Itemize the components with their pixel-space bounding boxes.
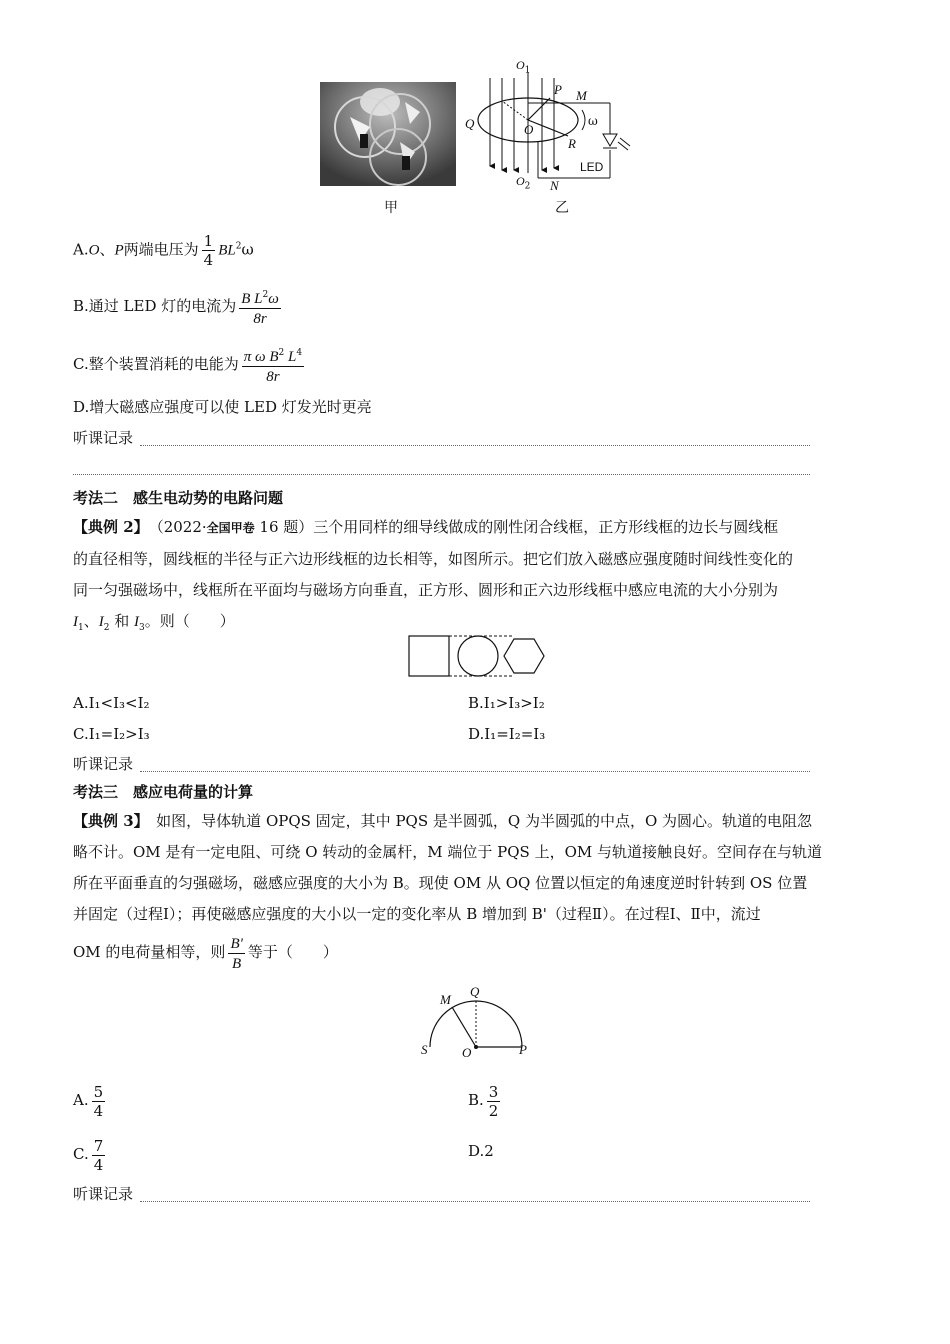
note-line-2 [140, 771, 810, 772]
figure-label-yi: 乙 [555, 200, 569, 216]
arc-label-q: Q [470, 984, 480, 999]
option-d: D.增大磁感应强度可以使 LED 灯发光时更亮 [73, 398, 372, 416]
s3-option-a: A. $\frac{5}{4}$ [73, 1082, 104, 1120]
arc-label-o: O [462, 1045, 472, 1060]
note-line-3 [140, 1201, 810, 1202]
section2-body: 【典例 2】 （2022·全国甲卷 16 题）三个用同样的细导线做成的刚性闭合线框，正方形线框的边长与圆线框 的直径相等，圆线框的半径与正六边形线框的边长相等，如图所示。把它们放入磁感应强度随时间线性变化的 同一匀强磁场中，线框所在平面均与磁场方向垂直，正方形、圆形和正六边形线框中感应电流的大小分别为 $I_1$、$I_2$ 和 $I_3$。则（ ） [73, 518, 794, 633]
s2-option-d: D.I₁=I₂=I₃ [468, 725, 546, 743]
arc-figure [418, 982, 538, 1062]
section3-title: 考法三 感应电荷量的计算 [73, 783, 254, 801]
photo-figure [320, 82, 456, 186]
note-line-1b [73, 474, 810, 475]
figure-label-jia: 甲 [384, 200, 398, 216]
label-o1: O [516, 58, 525, 72]
option-c: C.整个装置消耗的电能为 $\frac{\pi \omega B^2 L^4}{8r}$ [73, 344, 307, 386]
label-omega: ω [588, 114, 598, 128]
label-p: P [554, 82, 562, 97]
s2-option-a: A.I₁<I₃<I₂ [73, 694, 150, 712]
label-o2-sub: 2 [524, 181, 531, 192]
s3-option-b: B. $\frac{3}{2}$ [468, 1082, 499, 1120]
s2-option-b: B.I₁>I₃>I₂ [468, 694, 545, 712]
s2-option-c: C.I₁=I₂>I₃ [73, 725, 150, 743]
option-b: B.通过 LED 灯的电流为 $\frac{B L^2\omega}{8r}$ [73, 286, 284, 328]
note-label-2: 听课记录 [73, 755, 134, 773]
label-r: R [568, 136, 576, 151]
arc-label-s: S [421, 1042, 428, 1057]
label-o2: O [516, 174, 525, 188]
label-o1-sub: 1 [524, 65, 531, 76]
label-n: N [550, 178, 559, 193]
section2-title: 考法二 感生电动势的电路问题 [73, 489, 284, 507]
arc-label-p: P [519, 1042, 527, 1057]
label-led: LED [580, 160, 604, 174]
note-line-1 [140, 445, 810, 446]
label-q: Q [465, 116, 475, 131]
s3-option-d: D.2 [468, 1142, 494, 1160]
section3-body: 【典例 3】 如图，导体轨道 OPQS 固定，其中 PQS 是半圆弧，Q 为半圆弧的中点，O 为圆心。轨道的电阻忽 略不计。OM 是有一定电阻、可绕 O 转动的金属杆，M 端位于 PQS 上，OM 与轨道接触良好。空间存在与轨道 所在平面垂直的匀强磁场，磁感应强度的大小为 B。现使 OM 从 OQ 位置以恒定的角速度逆时针转到 OS 位置 并固定（过程Ⅰ）；再使磁感应强度的大小以一定的变化率从 B 增加到 B'（过程Ⅱ）。在过程Ⅰ、Ⅱ中，流过 OM 的电荷量相等，则 $\frac{B'}{B}$ 等于（ ） [73, 812, 823, 972]
label-m: M [576, 88, 587, 103]
note-label-1: 听课记录 [73, 429, 134, 447]
circuit-diagram [462, 58, 642, 198]
shapes-figure [408, 634, 548, 678]
arc-label-m: M [440, 992, 451, 1007]
option-a: A.O、P两端电压为 $\frac{1}{4}$ $BL^2\omega$ [73, 232, 254, 269]
label-o: O [524, 122, 534, 137]
s3-option-c: C. $\frac{7}{4}$ [73, 1136, 104, 1174]
note-label-3: 听课记录 [73, 1185, 134, 1203]
